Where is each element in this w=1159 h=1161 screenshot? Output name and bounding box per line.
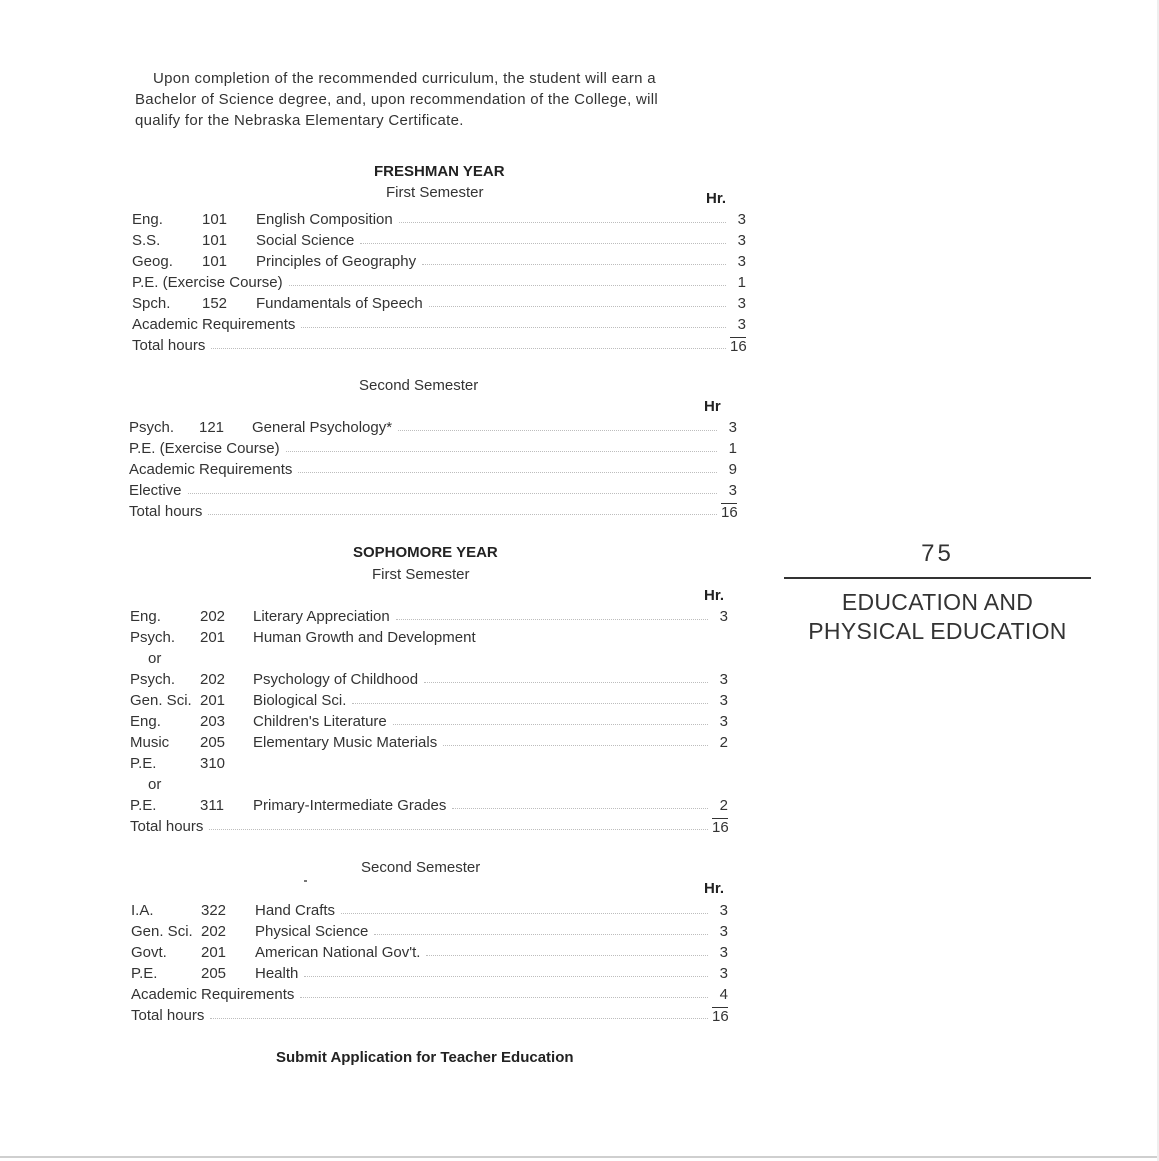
course-number: 311 [200, 797, 224, 814]
course-hours: 3 [737, 316, 746, 333]
course-hours: 3 [728, 419, 737, 436]
course-number: 205 [200, 734, 226, 751]
course-row [131, 984, 729, 1005]
course-title: Human Growth and Development [253, 629, 476, 646]
course-hours: 3 [737, 295, 746, 312]
footer-note: Submit Application for Teacher Education [276, 1049, 574, 1066]
dot-leader [452, 808, 708, 809]
course-hours: 3 [737, 211, 746, 228]
course-number: 101 [202, 232, 228, 249]
dot-leader [210, 1018, 708, 1019]
course-department: Academic Requirements [131, 986, 295, 1003]
course-department: I.A. [131, 902, 154, 919]
course-department: Geog. [132, 253, 173, 270]
sophomore-first-semester-table [130, 606, 730, 837]
course-row [131, 942, 729, 963]
course-row [129, 480, 737, 501]
course-row [132, 251, 746, 272]
course-department: S.S. [132, 232, 161, 249]
course-number: 310 [200, 755, 226, 772]
or-label: or [148, 776, 162, 793]
course-department: P.E. (Exercise Course) [132, 274, 283, 291]
dot-leader [393, 724, 708, 725]
course-title: Physical Science [255, 923, 369, 940]
course-department: Govt. [131, 944, 167, 961]
hours-column-label: Hr [704, 398, 721, 415]
course-number: 202 [200, 671, 226, 688]
dot-leader [426, 955, 708, 956]
course-hours: 3 [719, 671, 728, 688]
dot-leader [424, 682, 708, 683]
course-department: Academic Requirements [129, 461, 293, 478]
dot-leader [399, 222, 726, 223]
dot-leader [298, 472, 717, 473]
course-title: Social Science [256, 232, 355, 249]
dot-leader [352, 703, 708, 704]
course-number: 202 [201, 923, 227, 940]
total-hours-value: 16 [712, 1008, 729, 1025]
course-title: Literary Appreciation [253, 608, 390, 625]
course-hours: 3 [737, 232, 746, 249]
dot-leader [188, 493, 717, 494]
section-title [784, 588, 1091, 646]
dot-leader [301, 327, 726, 328]
course-row [132, 314, 746, 335]
total-label: Total hours [129, 503, 203, 520]
course-hours: 3 [719, 713, 728, 730]
dot-leader [374, 934, 708, 935]
course-title: Hand Crafts [255, 902, 336, 919]
total-hours-row [129, 501, 737, 522]
course-number: 205 [201, 965, 227, 982]
total-label: Total hours [130, 818, 204, 835]
page-edge [0, 1156, 1159, 1158]
course-row [130, 627, 730, 648]
intro-line: Bachelor of Science degree, and, upon recommendation of the College, will [135, 91, 659, 108]
course-hours: 9 [728, 461, 737, 478]
dot-leader [429, 306, 726, 307]
course-department: Academic Requirements [132, 316, 296, 333]
total-hours-value: 16 [721, 504, 738, 521]
section-title-line: EDUCATION AND [841, 589, 1034, 615]
course-row [132, 209, 746, 230]
course-hours: 4 [719, 986, 728, 1003]
course-department: Psych. [130, 671, 176, 688]
course-department: Psych. [129, 419, 175, 436]
course-number: 322 [201, 902, 227, 919]
sophomore-second-semester-table [131, 900, 729, 1026]
course-hours: 1 [728, 440, 737, 457]
course-department: Music [130, 734, 170, 751]
course-title: Elementary Music Materials [253, 734, 438, 751]
course-row [131, 921, 729, 942]
sophomore-first-semester-heading: First Semester [372, 566, 470, 583]
section-title-line: PHYSICAL EDUCATION [808, 618, 1067, 644]
dot-leader [211, 348, 726, 349]
course-hours: 3 [737, 253, 746, 270]
freshman-first-semester-heading: First Semester [386, 184, 484, 201]
course-department: Gen. Sci. [130, 692, 192, 709]
course-hours: 2 [719, 734, 728, 751]
total-label: Total hours [132, 337, 206, 354]
dot-leader [209, 829, 708, 830]
dot-leader [304, 976, 708, 977]
course-department: Spch. [132, 295, 171, 312]
freshman-first-semester-table [132, 209, 746, 356]
course-row [130, 711, 730, 732]
course-department: Elective [129, 482, 182, 499]
course-hours: 3 [719, 692, 728, 709]
course-hours: 2 [719, 797, 728, 814]
intro-line: qualify for the Nebraska Elementary Certificate. [135, 112, 464, 129]
course-row [130, 753, 730, 774]
total-hours-row [130, 816, 730, 837]
course-hours: 3 [719, 965, 728, 982]
page-number: 75 [921, 540, 954, 567]
hours-column-label: Hr. [706, 190, 727, 207]
course-number: 201 [201, 944, 227, 961]
course-row [131, 963, 729, 984]
course-row [132, 293, 746, 314]
course-title: English Composition [256, 211, 393, 228]
dot-leader [341, 913, 708, 914]
course-department: P.E. [130, 755, 157, 772]
course-title: Psychology of Childhood [253, 671, 419, 688]
course-number: 101 [202, 211, 228, 228]
course-title: Children's Literature [253, 713, 387, 730]
course-row [130, 606, 730, 627]
total-hours-row [132, 335, 746, 356]
course-title: Principles of Geography [256, 253, 417, 270]
hours-column-label: Hr. [704, 587, 725, 604]
dot-leader [360, 243, 726, 244]
intro-line: Upon completion of the recommended curriculum, the student will earn a [153, 70, 656, 87]
course-number: 202 [200, 608, 226, 625]
freshman-heading: FRESHMAN YEAR [374, 163, 505, 180]
total-hours-value: 16 [712, 819, 729, 836]
course-row [131, 900, 729, 921]
print-speck [304, 880, 307, 882]
course-row [129, 459, 737, 480]
course-department: P.E. (Exercise Course) [129, 440, 280, 457]
dot-leader [300, 997, 708, 998]
course-title: Health [255, 965, 299, 982]
total-hours-value: 16 [730, 338, 747, 355]
course-number: 121 [199, 419, 225, 436]
course-row [129, 438, 737, 459]
course-number: 203 [200, 713, 226, 730]
course-hours: 1 [737, 274, 746, 291]
course-hours: 3 [728, 482, 737, 499]
dot-leader [443, 745, 708, 746]
course-department: P.E. [131, 965, 158, 982]
course-number: 201 [200, 629, 226, 646]
course-department: Eng. [130, 713, 161, 730]
course-hours: 3 [719, 944, 728, 961]
course-row [130, 732, 730, 753]
course-department: Gen. Sci. [131, 923, 193, 940]
course-title: Biological Sci. [253, 692, 347, 709]
dot-leader [289, 285, 726, 286]
dot-leader [398, 430, 717, 431]
course-number: 101 [202, 253, 228, 270]
dot-leader [396, 619, 708, 620]
intro-paragraph [135, 68, 745, 131]
course-department: Eng. [132, 211, 163, 228]
course-row [132, 230, 746, 251]
sophomore-heading: SOPHOMORE YEAR [353, 544, 498, 561]
total-hours-row [131, 1005, 729, 1026]
or-separator-row [130, 774, 730, 795]
freshman-second-semester-heading: Second Semester [359, 377, 479, 394]
course-row [130, 795, 730, 816]
or-separator-row [130, 648, 730, 669]
course-hours: 3 [719, 923, 728, 940]
course-number: 152 [202, 295, 228, 312]
sophomore-second-semester-heading: Second Semester [361, 859, 481, 876]
course-hours: 3 [719, 608, 728, 625]
dot-leader [208, 514, 717, 515]
dot-leader [286, 451, 717, 452]
course-title: Fundamentals of Speech [256, 295, 423, 312]
course-hours: 3 [719, 902, 728, 919]
course-row [130, 690, 730, 711]
or-label: or [148, 650, 162, 667]
course-row [132, 272, 746, 293]
course-department: Eng. [130, 608, 161, 625]
freshman-second-semester-table [129, 417, 737, 522]
course-number: 201 [200, 692, 226, 709]
course-row [130, 669, 730, 690]
course-title: Primary-Intermediate Grades [253, 797, 447, 814]
course-department: Psych. [130, 629, 176, 646]
side-divider [784, 577, 1091, 579]
hours-column-label: Hr. [704, 880, 725, 897]
total-label: Total hours [131, 1007, 205, 1024]
course-title: American National Gov't. [255, 944, 421, 961]
dot-leader [422, 264, 726, 265]
course-title: General Psychology* [252, 419, 393, 436]
course-row [129, 417, 737, 438]
course-department: P.E. [130, 797, 157, 814]
